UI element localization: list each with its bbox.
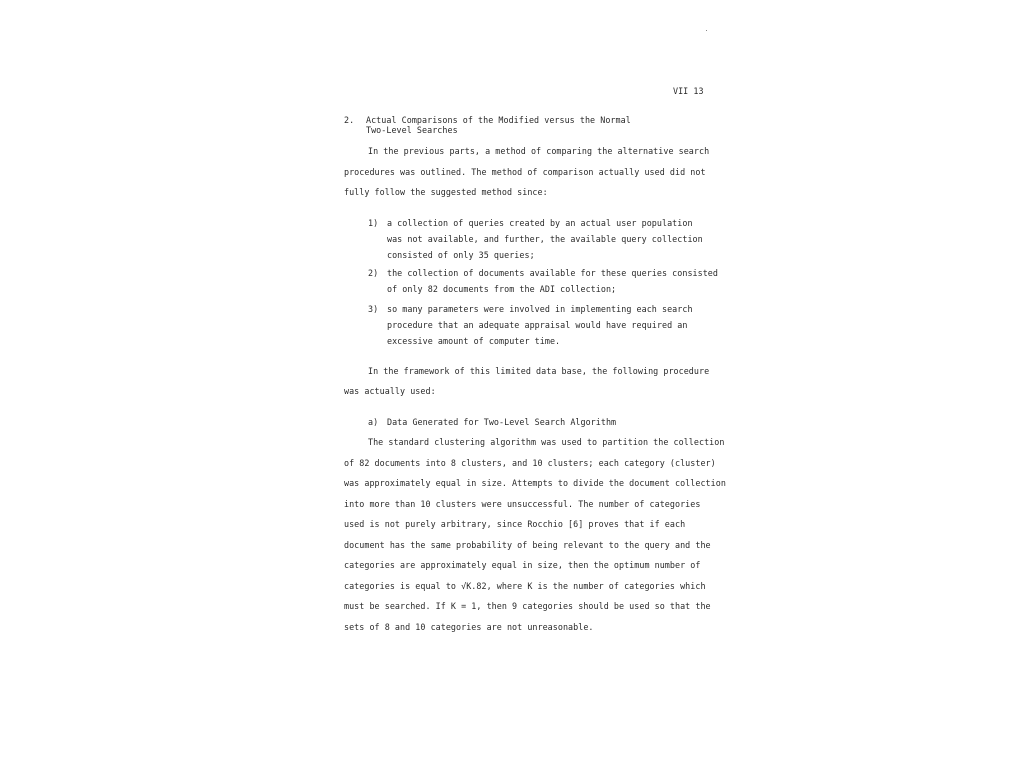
body-line: document has the same probability of being relevant to the query and the (344, 540, 711, 550)
reason-line: consisted of only 35 queries; (387, 250, 535, 260)
intro-line: fully follow the suggested method since: (344, 187, 548, 197)
intro-line: procedures was outlined. The method of comparison actually used did not (344, 167, 706, 177)
body-line: The standard clustering algorithm was used to partition the collection (368, 437, 725, 447)
reason-number: 1) (368, 218, 379, 228)
reason-line: procedure that an adequate appraisal would have required an (387, 320, 688, 330)
body-line: must be searched. If K = 1, then 9 categories should be used so that the (344, 601, 711, 611)
page-number: VII 13 (673, 86, 704, 96)
subsection-title: Data Generated for Two-Level Search Algorithm (387, 417, 617, 427)
body-line: categories is equal to √K.82, where K is the number of categories which (344, 581, 706, 591)
reason-line: of only 82 documents from the ADI collection; (387, 284, 617, 294)
section-heading-line-1: Actual Comparisons of the Modified versus the Normal (366, 115, 631, 125)
reason-line: excessive amount of computer time. (387, 336, 561, 346)
intro-line: In the previous parts, a method of comparing the alternative search (368, 146, 710, 156)
reason-line: was not available, and further, the available query collection (387, 234, 703, 244)
reason-number: 3) (368, 304, 379, 314)
body-line: used is not purely arbitrary, since Rocchio [6] proves that if each (344, 519, 686, 529)
subsection-label: a) (368, 417, 379, 427)
reason-line: the collection of documents available for these queries consisted (387, 268, 718, 278)
framework-line: In the framework of this limited data base, the following procedure (368, 366, 710, 376)
section-number: 2. (344, 115, 355, 125)
section-heading-line-2: Two-Level Searches (366, 125, 458, 135)
body-line: sets of 8 and 10 categories are not unreasonable. (344, 622, 594, 632)
scan-speck (706, 30, 707, 31)
reason-number: 2) (368, 268, 379, 278)
reason-line: a collection of queries created by an actual user population (387, 218, 693, 228)
body-line: categories are approximately equal in size, then the optimum number of (344, 560, 701, 570)
body-line: into more than 10 clusters were unsuccessful. The number of categories (344, 499, 701, 509)
body-line: of 82 documents into 8 clusters, and 10 clusters; each category (cluster) (344, 458, 716, 468)
framework-line: was actually used: (344, 386, 436, 396)
body-line: was approximately equal in size. Attempts to divide the document collection (344, 478, 726, 488)
reason-line: so many parameters were involved in implementing each search (387, 304, 693, 314)
